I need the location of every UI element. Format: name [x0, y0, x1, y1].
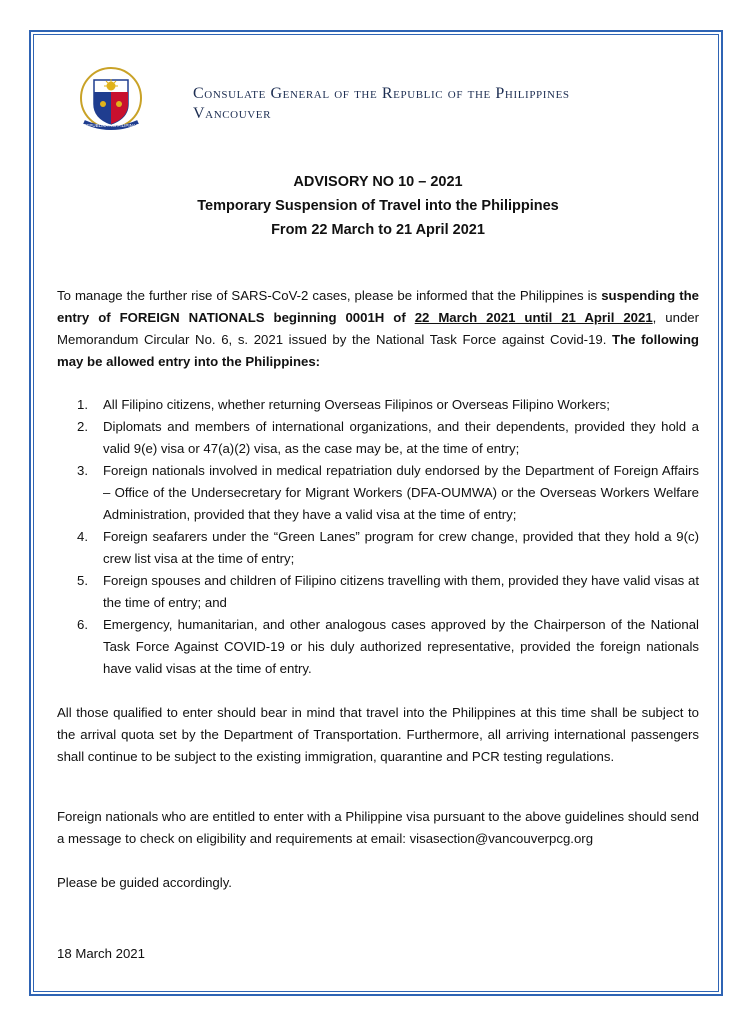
- advisory-subject: Temporary Suspension of Travel into the Philippines: [197, 198, 559, 214]
- advisory-title: [57, 170, 699, 242]
- list-number: 6.: [77, 617, 88, 632]
- advisory-period: From 22 March to 21 April 2021: [271, 222, 485, 238]
- allowed-entry-list: [57, 394, 699, 680]
- list-text: Emergency, humanitarian, and other analogous cases approved by the Chairperson of the National Task Force Against COVID-19 or his duly authorized representative, provided the foreign nationals have valid visas at the time of entry.: [103, 617, 699, 676]
- consulate-header: [193, 84, 570, 124]
- list-item: [57, 570, 699, 614]
- intro-text-2: , under Memorandum Circular No. 6, s. 2021 issued by the National Task Force against Covid-19.: [57, 310, 700, 347]
- intro-text-1: To manage the further rise of SARS-CoV-2 cases, please be informed that the Philippines is: [57, 288, 602, 303]
- list-text: Foreign seafarers under the “Green Lanes” program for crew change, provided that they hold a 9(c) crew list visa at the time of entry;: [103, 529, 699, 566]
- list-item: [57, 614, 699, 680]
- list-text: All Filipino citizens, whether returning Overseas Filipinos or Overseas Filipino Workers;: [103, 397, 610, 412]
- consulate-city: Vancouver: [193, 105, 272, 122]
- list-text: Diplomats and members of international organizations, and their dependents, provided they hold a valid 9(e) visa or 47(a)(2) visa, as the case may be, at the time of entry;: [103, 419, 699, 456]
- intro-bold-2: The following may be allowed entry into the Philippines:: [57, 332, 699, 369]
- intro-dates: 22 March 2021 until 21 April 2021: [414, 310, 653, 325]
- list-text: Foreign spouses and children of Filipino citizens travelling with them, provided they have valid visas at the time of entry; and: [103, 573, 699, 610]
- seal-inscription: REPUBLIKA NG PILIPINAS: [83, 123, 139, 128]
- list-item: [57, 526, 699, 570]
- list-item: [57, 394, 699, 416]
- advisory-date: 18 March 2021: [57, 946, 145, 961]
- advisory-number: ADVISORY NO 10 – 2021: [293, 174, 463, 190]
- list-number: 2.: [77, 419, 88, 434]
- visa-contact-paragraph: Foreign nationals who are entitled to enter with a Philippine visa pursuant to the above guidelines should send a message to check on eligibility and requirements at email: visasection@vancouverpcg.org: [57, 809, 699, 846]
- list-number: 4.: [77, 529, 88, 544]
- list-item: [57, 416, 699, 460]
- list-number: 3.: [77, 463, 88, 478]
- list-number: 5.: [77, 573, 88, 588]
- intro-bold-1: suspending the entry of FOREIGN NATIONALS beginning 0001H of: [57, 288, 699, 325]
- list-item: [57, 460, 699, 526]
- consulate-name: Consulate General of the Republic of the Philippines: [193, 85, 570, 102]
- list-text: Foreign nationals involved in medical repatriation duly endorsed by the Department of Foreign Affairs – Office of the Undersecretary for Migrant Workers (DFA-OUMWA) or the Overseas Workers Welfare Administration, provided that they have a valid visa at the time of entry;: [103, 463, 699, 522]
- arrival-quota-paragraph: All those qualified to enter should bear in mind that travel into the Philippines at this time shall be subject to the arrival quota set by the Department of Transportation. Furthermore, all arriving international passengers shall continue to be subject to the existing immigration, quarantine and PCR testing regulations.: [57, 705, 699, 764]
- list-number: 1.: [77, 397, 88, 412]
- closing-line: Please be guided accordingly.: [57, 875, 232, 890]
- intro-paragraph: [57, 285, 699, 373]
